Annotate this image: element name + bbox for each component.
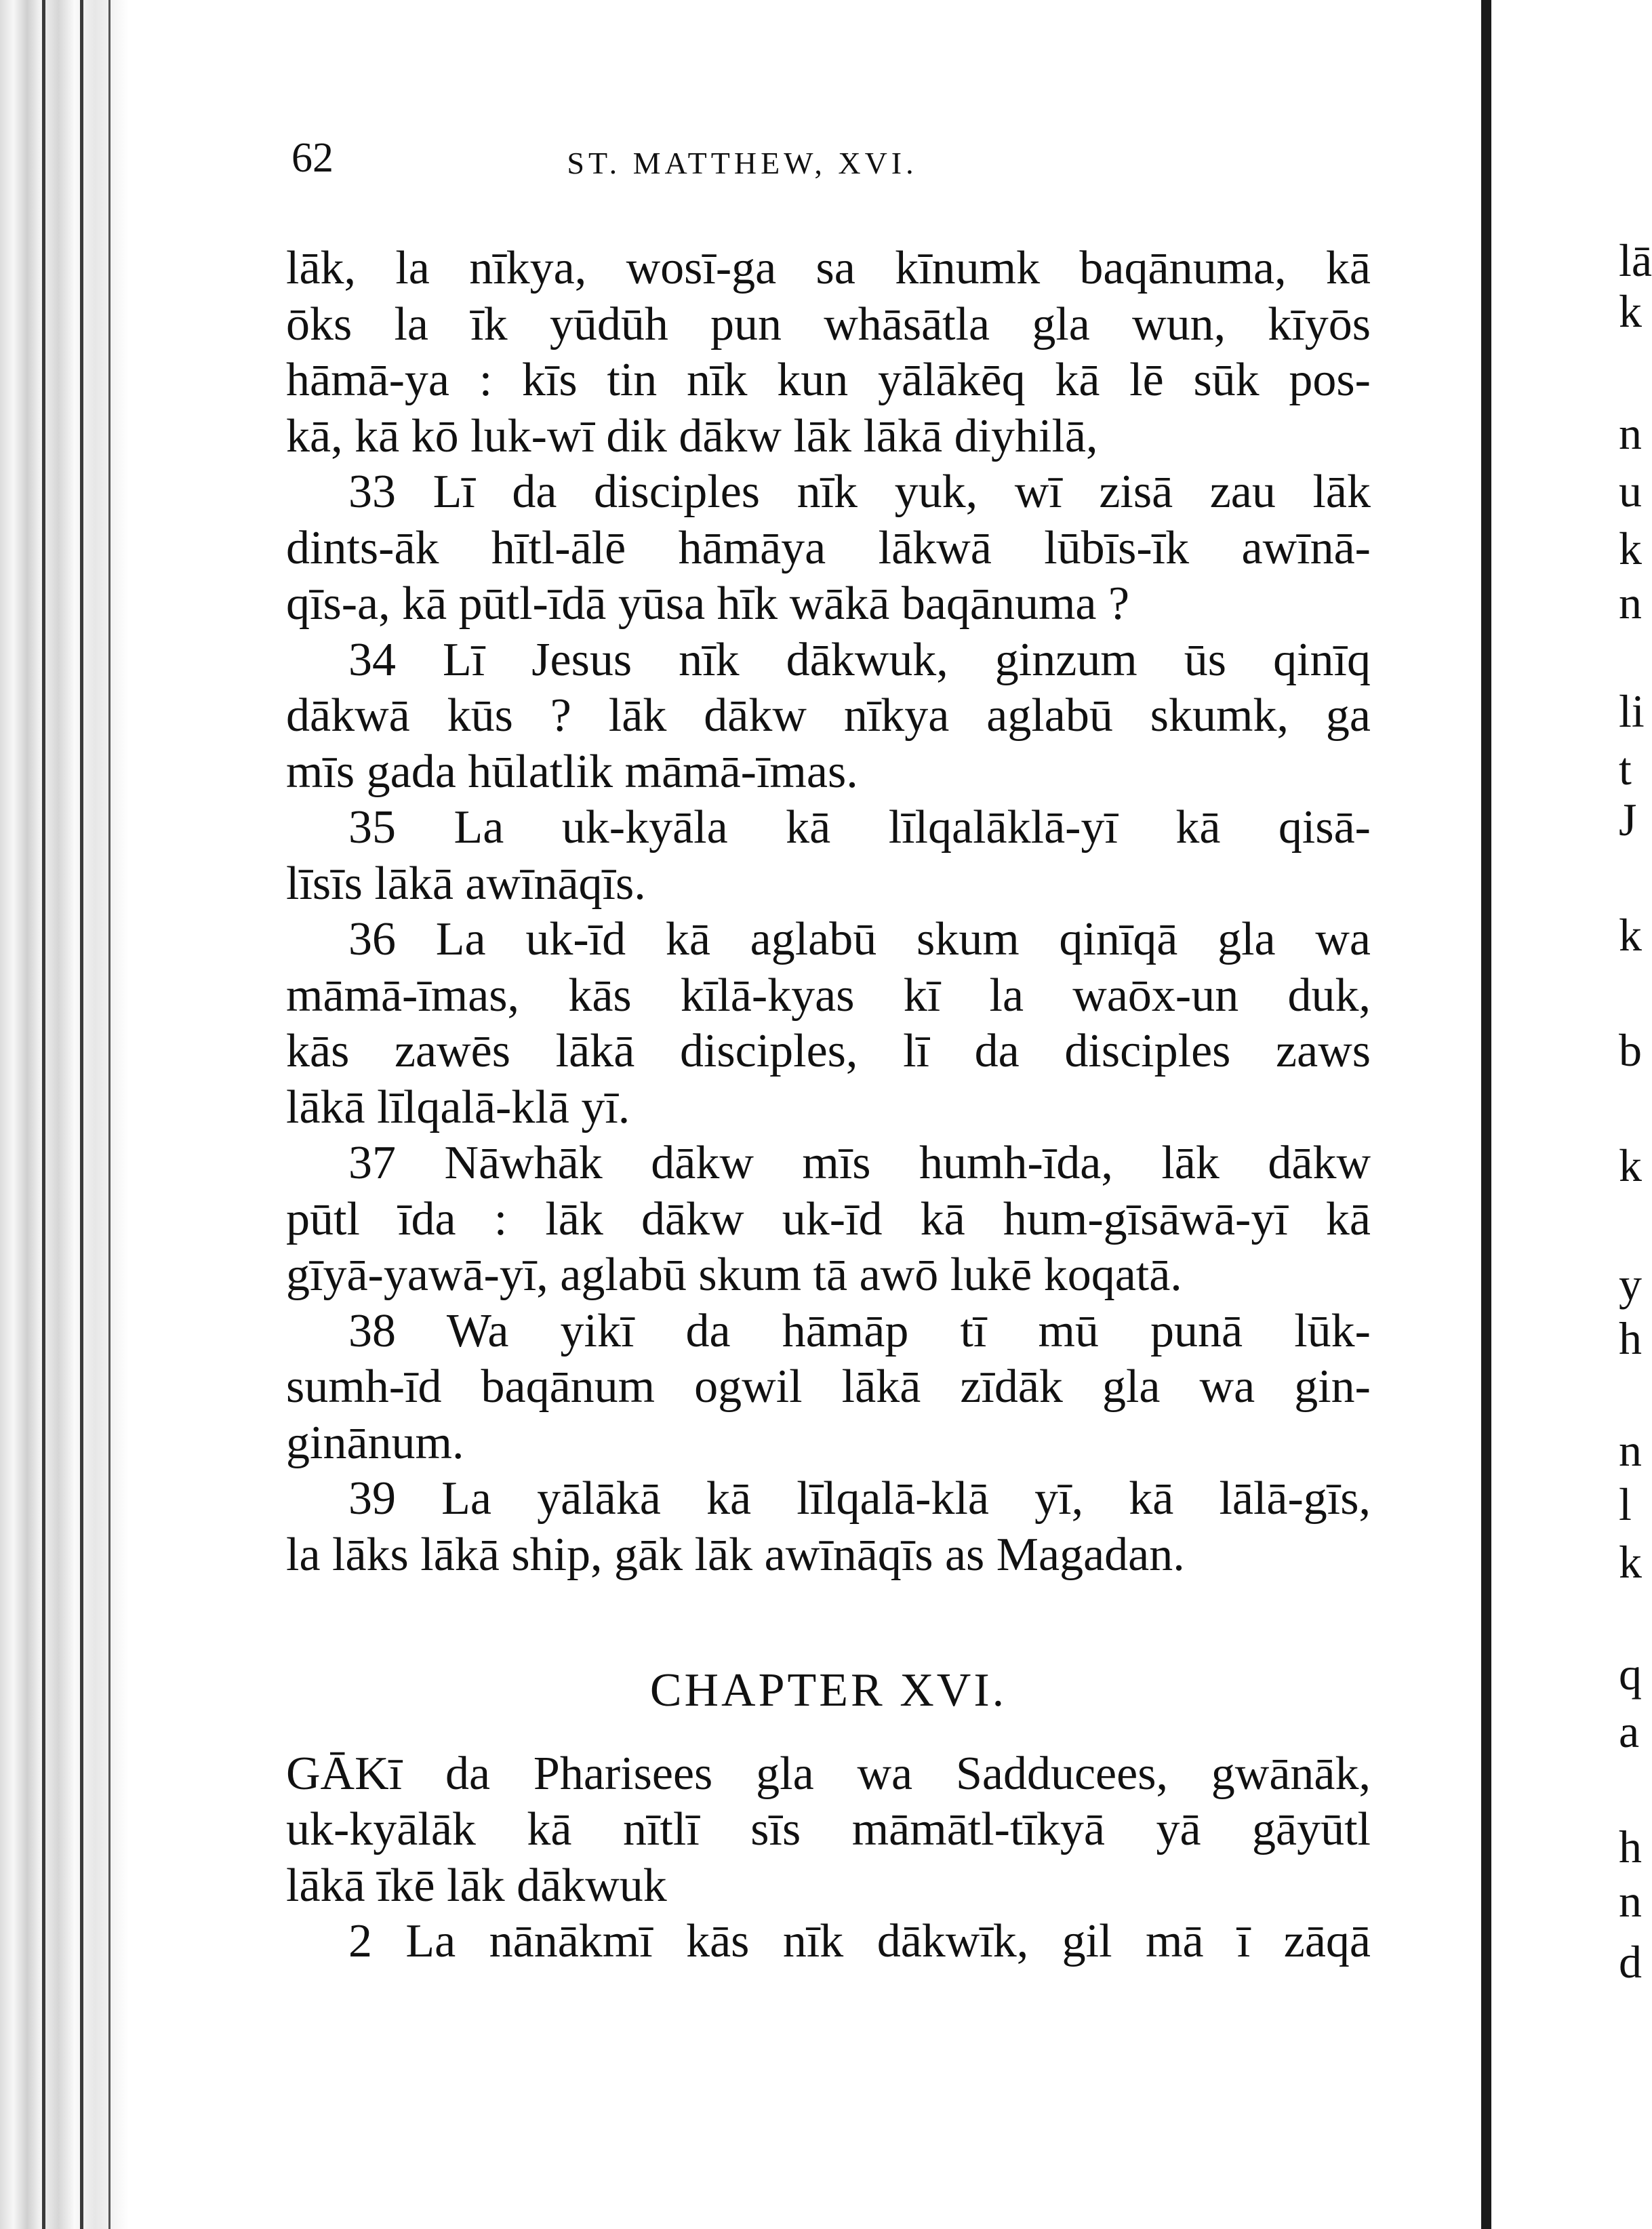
facing-page-letter: k	[1619, 1536, 1642, 1588]
facing-page-letter: l	[1619, 1479, 1632, 1530]
facing-page-letter: k	[1619, 523, 1642, 574]
spine-line	[80, 0, 83, 2229]
facing-page-letter: k	[1619, 285, 1642, 337]
book-spine-edge	[0, 0, 142, 2229]
text-line: 36 La uk-īd kā aglabū skum qinīqā gla wa	[348, 913, 1371, 965]
text-line: GĀKī da Pharisees gla wa Sadducees, gwānāk,	[286, 1747, 1371, 1800]
facing-page-letter: li	[1619, 685, 1645, 737]
facing-page-letter: h	[1619, 1312, 1642, 1364]
text-line: dākwā kūs ? lāk dākw nīkya aglabū skumk, ga	[286, 689, 1371, 742]
facing-page-letter: d	[1619, 1936, 1642, 1988]
text-line: līsīs lākā awīnāqīs.	[286, 857, 646, 910]
facing-page-letter: h	[1619, 1821, 1642, 1872]
chapter-heading: CHAPTER XVI.	[649, 1664, 1007, 1716]
verses-before-chapter	[286, 241, 1371, 1583]
facing-page-letter: a	[1619, 1706, 1640, 1757]
facing-page-letter: n	[1619, 407, 1642, 459]
facing-page-letter: n	[1619, 1424, 1642, 1476]
text-line: ginānum.	[286, 1416, 464, 1469]
facing-page-letter: k	[1619, 1140, 1642, 1191]
text-line: kā, kā kō luk-wī dik dākw lāk lākā diyhilā,	[286, 409, 1098, 462]
facing-page-letter: q	[1619, 1648, 1642, 1700]
text-line: dints-āk hītl-ālē hāmāya lākwā lūbīs-īk awīnā-	[286, 521, 1371, 574]
page-number: 62	[291, 135, 334, 181]
text-line: sumh-īd baqānum ogwil lākā zīdāk gla wa gin-	[286, 1361, 1371, 1413]
text-line: 2 La nānākmī kās nīk dākwīk, gil mā ī zāqā	[348, 1915, 1371, 1967]
facing-page-letter: k	[1619, 909, 1642, 961]
facing-page-letter: y	[1619, 1258, 1642, 1310]
text-line: uk-kyālāk kā nītlī sīs māmātl-tīkyā yā gāyūtl	[286, 1803, 1371, 1855]
text-line: kās zawēs lākā disciples, lī da disciples zaws	[286, 1025, 1371, 1077]
facing-page-letter: u	[1619, 465, 1642, 517]
text-line: la lāks lākā ship, gāk lāk awīnāqīs as Magadan.	[286, 1528, 1185, 1581]
page-gutter	[1481, 0, 1491, 2229]
running-head	[291, 134, 1193, 188]
spine-line	[108, 0, 110, 2229]
text-line: 37 Nāwhāk dākw mīs humh-īda, lāk dākw	[348, 1137, 1371, 1189]
text-line: 33 Lī da disciples nīk yuk, wī zisā zau lāk	[348, 466, 1371, 518]
facing-page-edge	[1491, 0, 1640, 2229]
text-line: pūtl īda : lāk dākw uk-īd kā hum-gīsāwā-yī kā	[286, 1192, 1371, 1245]
facing-page-letter: t	[1619, 743, 1632, 795]
text-line: qīs-a, kā pūtl-īdā yūsa hīk wākā baqānuma ?	[286, 578, 1130, 630]
running-title: ST. MATTHEW, XVI.	[567, 146, 918, 180]
text-line: lāk, la nīkya, wosī-ga sa kīnumk baqānuma, kā	[286, 242, 1371, 294]
text-line: 34 Lī Jesus nīk dākwuk, ginzum ūs qinīq	[348, 633, 1371, 686]
text-line: lākā līlqalā-klā yī.	[286, 1081, 630, 1133]
text-line: mīs gada hūlatlik māmā-īmas.	[286, 745, 858, 798]
text-line: 39 La yālākā kā līlqalā-klā yī, kā lālā-gīs,	[348, 1472, 1371, 1525]
facing-page-letter: n	[1619, 1875, 1642, 1927]
text-line: 35 La uk-kyāla kā līlqalāklā-yī kā qisā-	[348, 801, 1371, 854]
text-line: gīyā-yawā-yī, aglabū skum tā awō lukē koqatā.	[286, 1249, 1182, 1301]
facing-page-letter: n	[1619, 577, 1642, 628]
book-page	[136, 0, 1481, 2229]
spine-line	[42, 0, 45, 2229]
facing-page-letter: J	[1619, 794, 1637, 845]
body-text	[286, 241, 1371, 1970]
facing-page-letter: b	[1619, 1024, 1642, 1076]
text-line: hāmā-ya : kīs tin nīk kun yālākēq kā lē sūk pos-	[286, 354, 1371, 406]
facing-page-letter: lā	[1619, 235, 1652, 286]
text-line: ōks la īk yūdūh pun whāsātla gla wun, kīyōs	[286, 298, 1371, 350]
text-line: 38 Wa yikī da hāmāp tī mū punā lūk-	[348, 1304, 1371, 1357]
text-line: lākā īkē lāk dākwuk	[286, 1859, 667, 1912]
verses-after-chapter	[286, 1746, 1371, 1970]
text-line: māmā-īmas, kās kīlā-kyas kī la waōx-un duk,	[286, 969, 1371, 1022]
